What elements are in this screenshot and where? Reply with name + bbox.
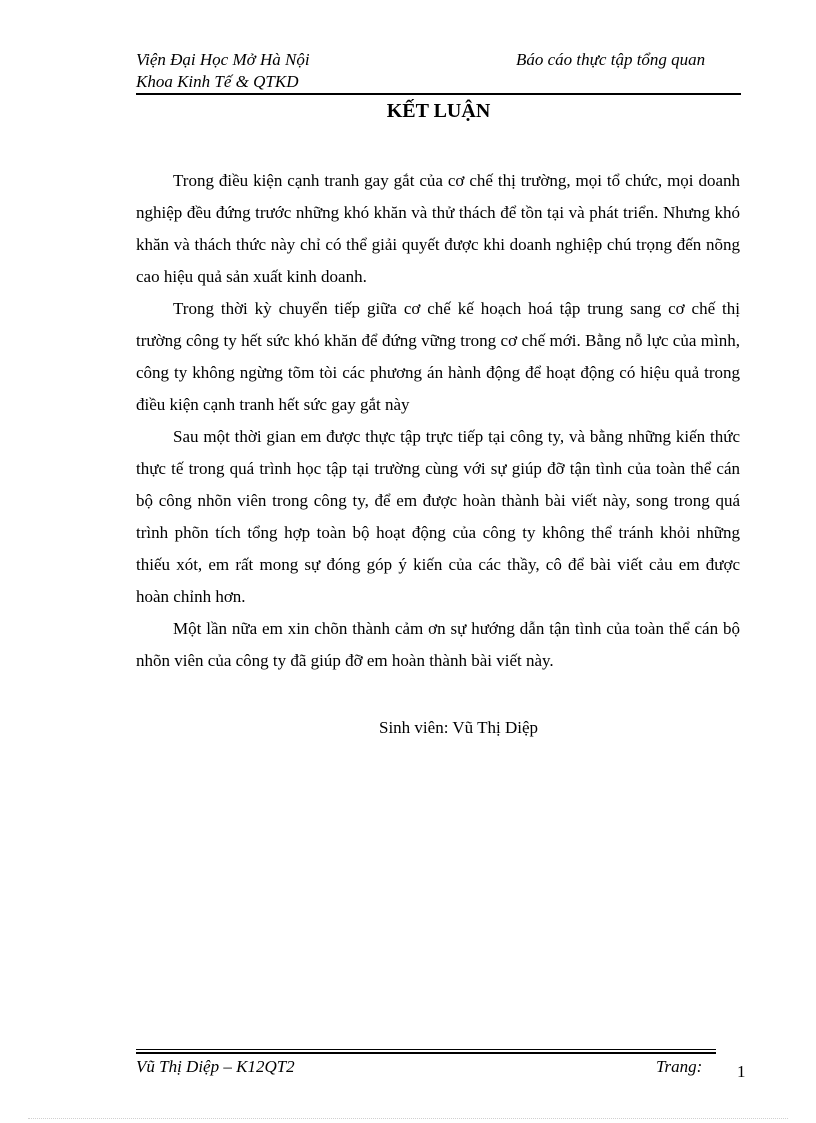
header-rule: [136, 93, 741, 95]
paragraph-4: Một lần nữa em xin chõn thành cảm ơn sự hướng dẫn tận tình của toàn thể cán bộ nhõn viên của công ty đã giúp đỡ em hoàn thành bài viết này.: [136, 619, 740, 670]
footer-page-label: Trang:: [656, 1057, 703, 1076]
header-university: Viện Đại Học Mở Hà Nội: [136, 50, 310, 69]
footer-author: Vũ Thị Diệp – K12QT2: [136, 1057, 295, 1076]
header-institution: [136, 49, 396, 93]
header-report-type: Báo cáo thực tập tổng quan: [516, 50, 706, 69]
page-bottom-border: [28, 1118, 788, 1119]
page-title: KẾT LUẬN: [386, 100, 491, 122]
paragraph-3: Sau một thời gian em được thực tập trực tiếp tại công ty, và bằng những kiến thức thực tế trong quá trình học tập tại trường cùng với sự giúp đỡ tận tình của toàn thể cán bộ công nhõn viên trong công ty, để em được hoàn thành bài viết này, song trong quá trình phõn tích tổng hợp toàn bộ hoạt động của công ty không thể tránh khỏi những thiếu xót, em rất mong sự đóng góp ý kiến của các thầy, cô để bài viết cảu em được hoàn chỉnh hơn.: [136, 427, 740, 606]
header-faculty: Khoa Kinh Tế & QTKD: [136, 72, 299, 91]
body-text: [136, 165, 740, 677]
page-number: 1: [737, 1062, 746, 1081]
paragraph-2: Trong thời kỳ chuyển tiếp giữa cơ chế kế hoạch hoá tập trung sang cơ chế thị trường công ty hết sức khó khăn để đứng vững trong cơ chế mới. Bằng nỗ lực của mình, công ty không ngừng tõm tòi các phương án hành động để hoạt động có hiệu quả trong điều kiện cạnh tranh hết sức gay gắt này: [136, 299, 740, 414]
paragraph-1: Trong điều kiện cạnh tranh gay gắt của cơ chế thị trường, mọi tổ chức, mọi doanh nghiệp đều đứng trước những khó khăn và thử thách để tồn tại và phát triển. Nhưng khó khăn và thách thức này chỉ có thể giải quyết được khi doanh nghiệp chú trọng đến nõng cao hiệu quả sản xuất kinh doanh.: [136, 171, 740, 286]
signature: Sinh viên: Vũ Thị Diệp: [379, 718, 538, 737]
footer-rule-thick: [136, 1052, 716, 1054]
footer-rule-thin: [136, 1049, 716, 1050]
